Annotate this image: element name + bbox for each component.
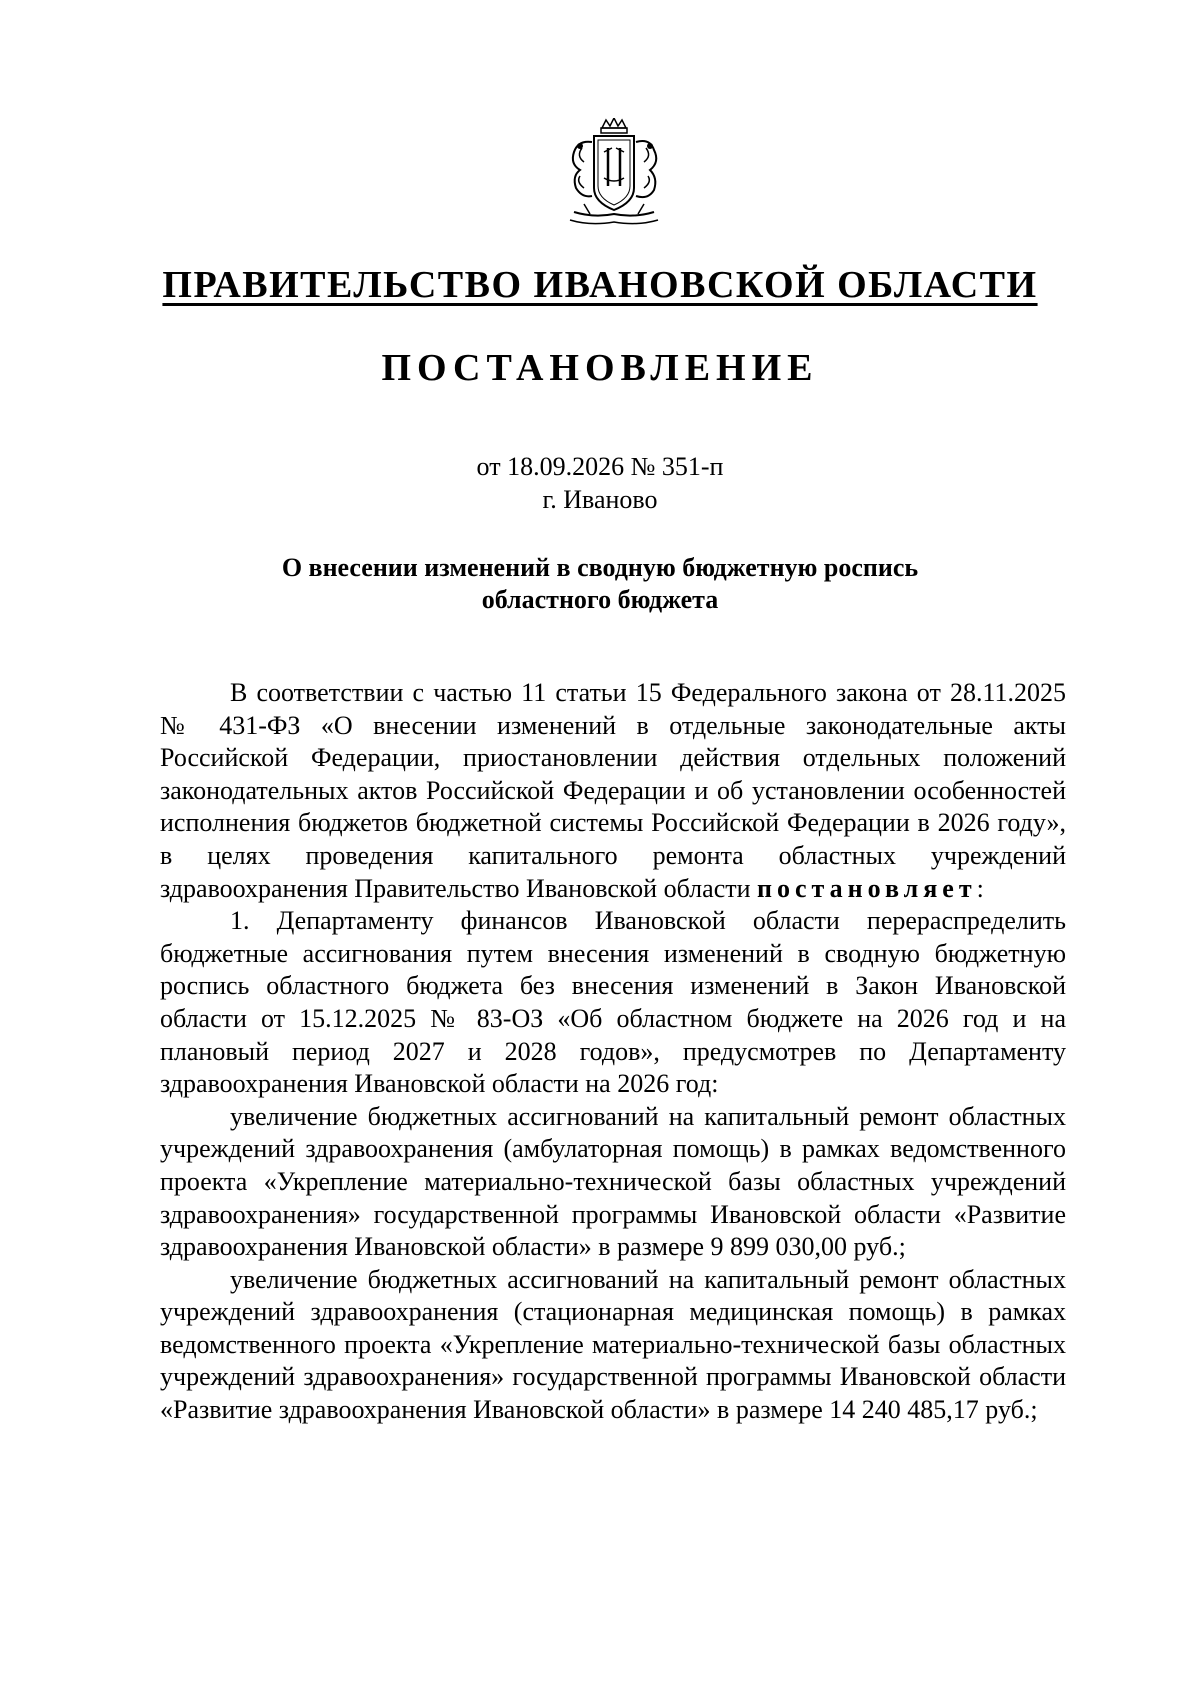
item-1b-paragraph: увеличение бюджетных ассигнований на капитальный ремонт областных учреждений здравоохранения (стационарная медицинская помощь) в рамках ведомственного проекта «Укрепление материально-технической базы областных учреждений здравоохранения» государственной программы Ивановской области «Развитие здравоохранения Ивановской области» в размере 14 240 485,17 руб.; <box>160 1264 1066 1425</box>
item-1a-paragraph: увеличение бюджетных ассигнований на капитальный ремонт областных учреждений здравоохранения (амбулаторная помощь) в рамках ведомственного проекта «Укрепление материально-технической базы областных учреждений здравоохранения» государственной программы Ивановской области «Развитие здравоохранения Ивановской области» в размере 9 899 030,00 руб.; <box>160 1101 1066 1262</box>
item-1-paragraph: 1. Департаменту финансов Ивановской области перераспределить бюджетные ассигнования путем внесения изменений в сводную бюджетную роспись областного бюджета без внесения изменений в Закон Ивановской области от 15.12.2025 № 83-ОЗ «Об областном бюджете на 2026 год и на плановый период 2027 и 2028 годов», предусмотрев по Департаменту здравоохранения Ивановской области на 2026 год: <box>160 906 1066 1099</box>
preamble-paragraph <box>160 677 1066 905</box>
document-city: г. Иваново <box>542 485 658 514</box>
document-body <box>160 677 1066 1427</box>
organization-title-text: ПРАВИТЕЛЬСТВО ИВАНОВСКОЙ ОБЛАСТИ <box>162 264 1038 306</box>
document-type-title: ПОСТАНОВЛЕНИЕ <box>381 347 819 389</box>
ivanovo-coat-of-arms-icon <box>560 118 668 230</box>
organization-title <box>0 262 1200 308</box>
decree-colon: : <box>976 873 984 903</box>
document-date-number: от 18.09.2026 № 351-п <box>476 452 724 481</box>
subject-line-2: областного бюджета <box>481 585 719 614</box>
decree-word: постановляет <box>757 873 977 903</box>
preamble-text: В соответствии с частью 11 статьи 15 Федерального закона от 28.11.2025 № 431-ФЗ «О внесении изменений в отдельные законодательные акты Российской Федерации, приостановлении действия отдельных положений законодательных актов Российской Федерации и об установлении особенностей исполнения бюджетов бюджетной системы Российской Федерации в 2026 году», в целях проведения капитального ремонта областных учреждений здравоохранения Правительство Ивановской области <box>160 678 1066 903</box>
document-subject <box>0 552 1200 616</box>
subject-line-1: О внесении изменений в сводную бюджетную роспись <box>281 553 919 582</box>
